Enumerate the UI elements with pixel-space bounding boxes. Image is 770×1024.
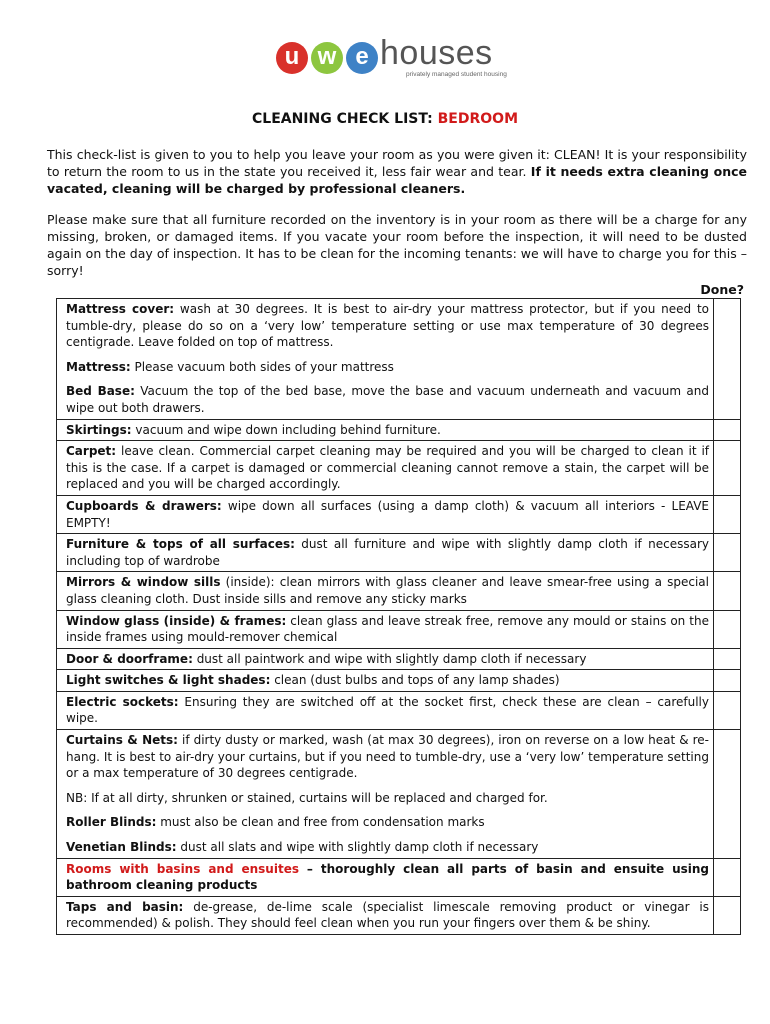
checklist-item-text [57,495,714,533]
done-checkbox[interactable] [714,896,741,934]
checklist-item-description: Vacuum the top of the bed base, move the base and vacuum underneath and vacuum and wipe out both drawers. [66,384,709,415]
checklist-row [57,572,741,610]
checklist-row [57,441,741,496]
done-checkbox[interactable] [714,670,741,692]
checklist-item-description: leave clean. Commercial carpet cleaning may be required and you will be charged to clean it if this is the case. If a carpet is damaged or commercial cleaning cannot remove a stain, the carpet will be replaced and you will be charged accordingly. [66,444,709,492]
checklist-paragraph [66,574,709,607]
checklist-paragraph [66,422,709,439]
done-checkbox[interactable] [714,572,741,610]
checklist-row [57,730,741,859]
checklist-paragraph [66,651,709,668]
checklist-paragraph [66,814,709,831]
page-title [0,111,770,127]
checklist-item-text [57,691,714,729]
checklist-item-text [57,730,714,859]
checklist-item-description: vacuum and wipe down including behind furniture. [131,422,441,437]
checklist-item-text [57,441,714,496]
checklist-paragraph [66,498,709,531]
checklist-item-label: Window glass (inside) & frames: [66,613,287,628]
checklist-item-text [57,610,714,648]
done-checkbox[interactable] [714,648,741,670]
checklist-item-label: Mattress: [66,359,131,374]
checklist-item-label: Electric sockets: [66,694,179,709]
checklist-paragraph [66,732,709,782]
checklist-item-description: NB: If at all dirty, shrunken or stained, curtains will be replaced and charged for. [66,790,548,805]
checklist-item-label: Skirtings: [66,422,132,437]
done-checkbox[interactable] [714,419,741,441]
done-checkbox[interactable] [714,730,741,859]
checklist-item-label: Curtains & Nets: [66,733,178,748]
checklist-item-description: wash at 30 degrees. It is best to air-dry your mattress protector, but if you need to tumble-dry, please do so on a ‘very low’ temperature setting or use max temperature of 30 degrees centigrade. Leave folded on top of mattress. [66,302,709,350]
checklist-item-text [57,896,714,934]
checklist-paragraph [66,861,709,894]
intro-paragraph-2: Please make sure that all furniture recorded on the inventory is in your room as there will be a charge for any missing, broken, or damaged items. If you vacate your room before the inspection, it will need to be dusted again on the day of inspection. It has to be clean for the incoming tenants: we will have to charge you for this – sorry! [47,212,747,278]
checklist-item-description: must also be clean and free from condensation marks [156,815,485,830]
checklist-paragraph [66,839,709,856]
intro-p1-bold: If it needs extra cleaning once vacated, cleaning will be charged by professional cleaners. [47,164,747,196]
checklist-paragraph [66,383,709,416]
checklist-item-description: (inside): clean mirrors with glass cleaner and leave smear-free using a special glass cleaning cloth. Dust inside sills and remove any sticky marks [66,575,709,606]
checklist-row [57,495,741,533]
checklist-item-description: clean glass and leave streak free, remove any mould or stains on the inside frames using mould-remover chemical [66,613,709,645]
intro-p1-text: This check-list is given to you to help you leave your room as you were given it: CLEAN! It is your responsibility to return the room to us in the state you received it, less fair wear and tear. [47,147,747,179]
intro-text [47,146,747,293]
checklist-item-description: dust all slats and wipe with slightly damp cloth if necessary [176,840,539,855]
title-room: BEDROOM [437,111,518,127]
checklist-paragraph [66,672,709,689]
checklist-item-label: Venetian Blinds: [66,840,177,855]
checklist-paragraph [66,443,709,493]
checklist-paragraph [66,536,709,569]
checklist-item-description: Please vacuum both sides of your mattress [130,359,394,374]
done-checkbox[interactable] [714,858,741,896]
checklist-item-label: Roller Blinds: [66,815,157,830]
checklist-row [57,896,741,934]
title-prefix: CLEANING CHECK LIST: [252,111,433,127]
checklist-item-text [57,648,714,670]
checklist-item-text [57,670,714,692]
checklist-item-text [57,299,714,420]
checklist-item-description: dust all furniture and wipe with slightly damp cloth if necessary including top of wardrobe [66,537,709,568]
checklist-paragraph [66,613,709,646]
checklist-item-description: dust all paintwork and wipe with slightly damp cloth if necessary [192,651,587,666]
checklist-table [56,298,741,935]
company-logo [276,34,526,88]
checklist-row [57,648,741,670]
done-checkbox[interactable] [714,610,741,648]
done-checkbox[interactable] [714,299,741,420]
logo-tagline: privately managed student housing [406,71,507,78]
checklist-paragraph [66,694,709,727]
checklist-paragraph [66,301,709,351]
checklist-item-description: if dirty dusty or marked, wash (at max 30 degrees), iron on reverse on a low heat & re-hang. It is best to air-dry your curtains, but if you need to tumble-dry, use a ‘very low’ temperature setting or a max temperature of 30 degrees centigrade. [66,733,710,781]
checklist-item-text [57,572,714,610]
checklist-item-label: Rooms with basins and ensuites [66,861,299,876]
checklist-item-label: Taps and basin: [66,899,184,914]
checklist-row [57,610,741,648]
logo-letter-e: e [346,42,378,74]
done-checkbox[interactable] [714,691,741,729]
checklist-item-label: Door & doorframe: [66,651,193,666]
checklist-row [57,670,741,692]
done-checkbox[interactable] [714,495,741,533]
checklist-item-description: de-grease, de-lime scale (specialist limescale removing product or vinegar is recommended) & polish. They should feel clean when you run your fingers over them & be shiny. [66,899,710,931]
logo-letter-w: w [311,42,343,74]
checklist-item-label: Mattress cover: [66,302,175,316]
checklist-item-label: Bed Base: [66,384,135,399]
checklist-item-text [57,858,714,896]
checklist-row [57,858,741,896]
checklist-item-description: clean (dust bulbs and tops of any lamp shades) [270,673,560,688]
checklist-paragraph [66,359,709,376]
checklist-row [57,299,741,420]
checklist-item-label: Cupboards & drawers: [66,498,222,513]
checklist-row [57,419,741,441]
checklist-item-description: Ensuring they are switched off at the socket first, check these are clean – carefully wipe. [66,694,709,726]
checklist-paragraph [66,790,709,807]
done-checkbox[interactable] [714,534,741,572]
checklist-row [57,691,741,729]
checklist-row [57,534,741,572]
done-checkbox[interactable] [714,441,741,496]
logo-letter-u: u [276,42,308,74]
checklist-item-label: Light switches & light shades: [66,673,271,688]
intro-paragraph-1 [47,146,747,197]
checklist-item-description: wipe down all surfaces (using a damp cloth) & vacuum all interiors - LEAVE EMPTY! [66,498,710,530]
checklist-item-text [57,419,714,441]
checklist-item-label: Mirrors & window sills [66,575,221,590]
checklist-item-text [57,534,714,572]
checklist-item-label: Carpet: [66,444,117,459]
logo-name: houses [380,34,493,72]
checklist-item-description: – thoroughly clean all parts of basin and ensuite using bathroom cleaning products [66,861,709,893]
checklist-paragraph [66,899,709,932]
done-column-header: Done? [700,282,744,297]
checklist-item-label: Furniture & tops of all surfaces: [66,537,295,552]
